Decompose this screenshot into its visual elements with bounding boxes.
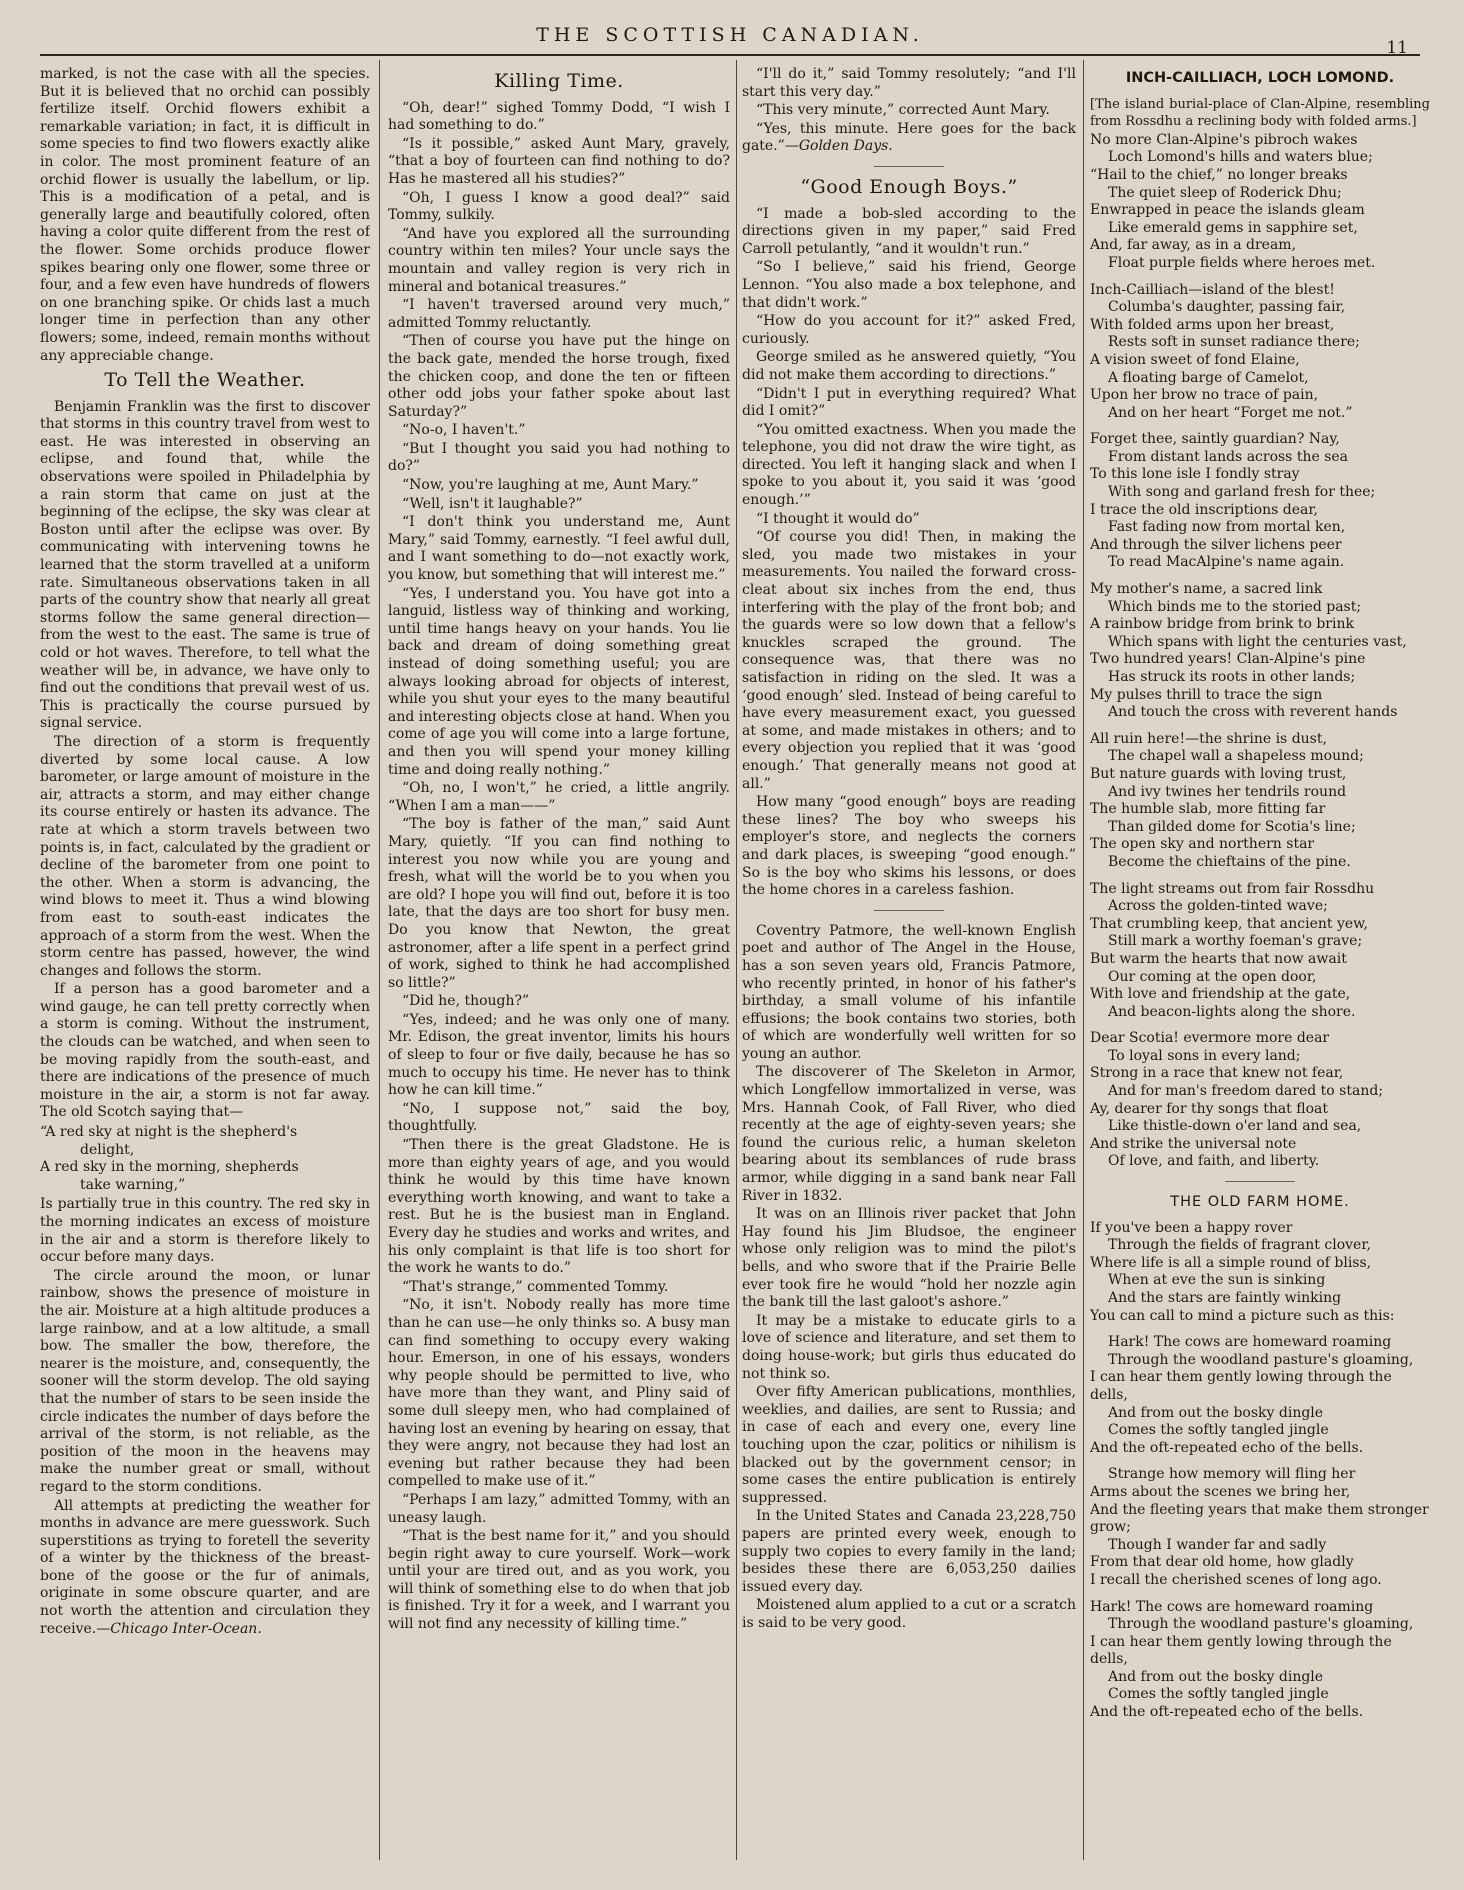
article-title-weather: To Tell the Weather.: [104, 369, 306, 392]
poem-line: With song and garland fresh for thee;: [1108, 484, 1376, 501]
poem-line: Like emerald gems in sapphire set,: [1108, 219, 1358, 236]
story-last-text: “Yes, this minute. Here goes for the back gate.”—: [742, 120, 1076, 155]
story-paragraph: “Of course you did! Then, in making the sled, you made two mistakes in your measurements. You nailed the forward cross-cleat about six inches from the end, thus interfering with the play of the front bob; and the guards were so low down that a fellow's knuckles scraped the ground. The consequence was, that there was no satisfaction in riding on the sled. It was a ‘good enough’ sled. Instead of being careful to have every measurement exact, you guessed at some, and made mistakes in others; and to every objection you replied that it was ‘good enough.’ That generally means not good at all.”: [742, 529, 1076, 792]
poem-line: I recall the cherished scenes of long ago.: [1090, 1571, 1382, 1588]
poem-old-farm-home: [1090, 1220, 1430, 1722]
article-title-good-enough-boys: “Good Enough Boys.”: [800, 175, 1018, 198]
saying-line: A red sky in the morning, shepherds: [40, 1159, 299, 1176]
section-divider: [874, 166, 944, 167]
poem-line: Forget thee, saintly guardian? Nay,: [1090, 431, 1340, 448]
column-1: [40, 66, 370, 1856]
poem-line: I can hear them gently lowing through the dells,: [1090, 1633, 1392, 1668]
weather-paragraph: Is partially true in this country. The red sky in the morning indicates an excess of moisture in the air and a storm is therefore likely to occur before many days.: [40, 1196, 370, 1266]
story-paragraph: “I don't think you understand me, Aunt Mary,” said Tommy, earnestly. “I feel awful dull, and I want something to do—not exactly work, you know, but something that will interest me.”: [388, 514, 730, 584]
poem-line: You can call to mind a picture such as this:: [1090, 1307, 1395, 1324]
saying-line: delight,: [80, 1141, 135, 1158]
poem-line: Our coming at the open door,: [1108, 968, 1317, 985]
page-number: 11: [1386, 38, 1408, 58]
story-paragraph: “I made a bob-sled according to the directions given in my paper,” said Fred Carroll petulantly, “and it wouldn't run.”: [742, 205, 1076, 257]
story-paragraph: How many “good enough” boys are reading these lines? The boy who sweeps his employer's store, and neglects the corners and dark places, is sweeping “good enough.” So is the boy who skims his lessons, or does the home chores in a careless fashion.: [742, 794, 1076, 899]
poem-line: But warm the hearts that now await: [1090, 950, 1347, 967]
story-paragraph: “Then there is the great Gladstone. He is more than eighty years of age, and you would think he would by this time have known everything worth knowing, and want to take a rest. But he is the busiest man in England. Every day he studies and works and writes, and his only complaint is that life is too short for the work he wants to do.”: [388, 1137, 730, 1277]
poem-line: Dear Scotia! evermore more dear: [1090, 1030, 1330, 1047]
poem-line: Than gilded dome for Scotia's line;: [1108, 818, 1356, 835]
page-header: [40, 22, 1420, 56]
story-paragraph: [742, 121, 1076, 156]
poem-note: [The island burial-place of Clan-Alpine, resembling from Rossdhu a reclining body with folded arms.]: [1090, 96, 1430, 130]
poem-line: Two hundred years! Clan-Alpine's pine: [1090, 651, 1366, 668]
section-divider: [1225, 1181, 1295, 1182]
masthead: THE SCOTTISH CANADIAN.: [536, 24, 924, 46]
story-paragraph: “How do you account for it?” asked Fred, curiously.: [742, 313, 1076, 347]
poem-line: And from out the bosky dingle: [1108, 1404, 1324, 1421]
poem-line: If you've been a happy rover: [1090, 1219, 1293, 1236]
orchid-paragraph: marked, is not the case with all the species. But it is believed that no orchid can possibly fertilize itself. Orchid flowers exhibit a remarkable variation; in fact, it is difficult in some species to find two flowers exactly alike in color. The most prominent feature of an orchid flower is usually the labellum, or lip. This is a modification of a petal, and is generally large and beautifully colored, often having a color quite different from the rest of the flower. Some orchids produce flower spikes bearing only one flower, some three or four, and a few even have hundreds of flowers on one branching spike. Or chids last a much longer time in perfection than any other flowers; some, indeed, remain months without any appreciable change.: [40, 66, 370, 364]
news-notes: [742, 923, 1076, 1633]
poem-line: Across the golden-tinted wave;: [1108, 898, 1328, 915]
poem-line: Of love, and faith, and liberty.: [1108, 1153, 1320, 1170]
column-3: [742, 66, 1076, 1856]
news-note: It may be a mistake to educate girls to a love of science and literature, and set them to doing house-work; but girls thus educated do not think so.: [742, 1312, 1076, 1382]
good-enough-boys-body: [742, 206, 1076, 900]
poem-stanza: [1090, 282, 1430, 423]
source-citation: Golden Days.: [798, 138, 893, 155]
story-paragraph: “Is it possible,” asked Aunt Mary, gravely, “that a boy of fourteen can find nothing to do? Has he mastered all his studies?”: [388, 135, 730, 187]
story-paragraph: “I thought it would do”: [756, 510, 920, 527]
news-note: Moistened alum applied to a cut or a scratch is said to be very good.: [742, 1597, 1076, 1631]
poem-stanza: [1090, 431, 1430, 572]
poem-line: And strike the universal note: [1090, 1135, 1297, 1152]
poem-line: Though I wander far and sadly: [1108, 1536, 1327, 1553]
poem-line: That crumbling keep, that ancient yew,: [1090, 915, 1368, 932]
news-note: Over fifty American publications, monthlies, weeklies, and dailies, are sent to Russia; and in case of each and every one, every line touching upon the czar, politics or nihilism is blacked out by the government censor; in some cases the entire publication is entirely suppressed.: [742, 1384, 1076, 1506]
poem-line: To this lone isle I fondly stray: [1090, 466, 1300, 483]
poem-line: The humble slab, more fitting far: [1090, 801, 1326, 818]
poem-line: I trace the old inscriptions dear,: [1090, 501, 1318, 518]
scotch-saying: [40, 1124, 370, 1194]
story-paragraph: “I'll do it,” said Tommy resolutely; “and I'll start this very day.”: [742, 66, 1076, 100]
poem-inch-cailliach: [1090, 132, 1430, 1171]
story-paragraph: “Perhaps I am lazy,” admitted Tommy, with an uneasy laugh.: [388, 1491, 730, 1526]
article-title-killing-time: Killing Time.: [494, 70, 624, 92]
saying-line: “A red sky at night is the shepherd's: [40, 1124, 298, 1141]
poem-line: And the oft-repeated echo of the bells.: [1090, 1439, 1364, 1456]
poem-line: Rests soft in sunset radiance there;: [1108, 334, 1360, 351]
poem-line: Like thistle-down o'er land and sea,: [1108, 1118, 1362, 1135]
story-paragraph: “And have you explored all the surrounding country within ten miles? Your uncle says the mountain and valley region is very rich in mineral and botanical treasures.”: [388, 225, 730, 295]
poem-line: Through the woodland pasture's gloaming,: [1108, 1616, 1414, 1633]
poem-line: Has struck its roots in other lands;: [1108, 669, 1356, 685]
poem-line: The chapel wall a shapeless mound;: [1108, 748, 1364, 765]
story-paragraph: George smiled as he answered quietly, “You did not make them according to directions.”: [742, 349, 1076, 383]
poem-line: Hark! The cows are homeward roaming: [1090, 1598, 1374, 1615]
poem-line: A rainbow bridge from brink to brink: [1090, 616, 1354, 633]
story-paragraph: “No, I suppose not,” said the boy, thoughtfully.: [388, 1100, 730, 1135]
poem-line: Upon her brow no trace of pain,: [1090, 387, 1319, 404]
poem-stanza: [1090, 1466, 1430, 1589]
poem-line: And the fleeting years that make them stronger grow;: [1090, 1501, 1429, 1536]
story-paragraph: “That's strange,” commented Tommy.: [402, 1278, 669, 1295]
story-paragraph: “You omitted exactness. When you made the telephone, you did not draw the wire tight, as directed. You left it hanging slack and when I spoke to you about it, you said it was ‘good enough.’”: [742, 421, 1076, 509]
poem-line: Which binds me to the storied past;: [1108, 598, 1362, 615]
column-rule: [1083, 60, 1084, 1860]
poem-line: Still mark a worthy foeman's grave;: [1108, 933, 1363, 950]
poem-line: And on her heart “Forget me not.”: [1108, 404, 1353, 421]
poem-line: The light streams out from fair Rossdhu: [1090, 880, 1375, 897]
poem-stanza: [1090, 132, 1430, 273]
column-rule: [379, 60, 380, 1860]
section-divider: [874, 910, 944, 911]
poem-stanza: [1090, 731, 1430, 872]
poem-title-inch-cailliach: INCH-CAILLIACH, LOCH LOMOND.: [1125, 70, 1395, 86]
news-note: In the United States and Canada 23,228,750 papers are printed every week, enough to supply two copies to every family in the land; besides these there are 6,053,250 dailies issued every day.: [742, 1508, 1076, 1595]
poem-line: The quiet sleep of Roderick Dhu;: [1108, 184, 1342, 201]
poem-line: Comes the softly tangled jingle: [1108, 1422, 1329, 1439]
poem-line: To read MacAlpine's name again.: [1108, 554, 1345, 571]
poem-line: With love and friendship at the gate,: [1090, 986, 1351, 1003]
poem-line: And the stars are faintly winking: [1108, 1290, 1342, 1306]
poem-line: And beacon-lights along the shore.: [1108, 1003, 1356, 1020]
poem-line: Ay, dearer for thy songs that float: [1090, 1100, 1328, 1117]
poem-stanza: [1090, 881, 1430, 1022]
poem-title-old-farm-home: THE OLD FARM HOME.: [1170, 1194, 1350, 1211]
column-rule: [736, 60, 737, 1860]
poem-line: Become the chieftains of the pine.: [1108, 853, 1351, 870]
poem-line: When at eve the sun is sinking: [1108, 1272, 1326, 1289]
poem-line: From distant lands across the sea: [1108, 448, 1349, 465]
poem-line: Fast fading now from mortal ken,: [1108, 519, 1346, 536]
poem-line: And touch the cross with reverent hands: [1108, 704, 1398, 721]
poem-line: And ivy twines her tendrils round: [1108, 783, 1347, 800]
story-paragraph: “No, it isn't. Nobody really has more time than he can use—he only thinks so. A busy man can find something to occupy every waking hour. Emerson, in one of his essays, wonders why people should be permitted to live, who have more than they want, and Pliny said of some dull sleepy men, who had complained of having lost an evening by hearing on essay, that they were angry, not because they had lost an evening but rather because they had been compelled to make use of it.”: [388, 1297, 730, 1490]
poem-line: All ruin here!—the shrine is dust,: [1090, 730, 1327, 747]
source-citation: Chicago Inter-Ocean.: [110, 1620, 262, 1637]
column-2: [388, 66, 730, 1856]
poem-line: Arms about the scenes we bring her,: [1090, 1483, 1351, 1500]
story-paragraph: “So I believe,” said his friend, George Lennon. “You also made a box telephone, and that didn't work.”: [742, 259, 1076, 311]
story-paragraph: “Oh, dear!” sighed Tommy Dodd, “I wish I had something to do.”: [388, 99, 730, 134]
weather-paragraph: If a person has a good barometer and a wind gauge, he can tell pretty correctly when a storm is coming. Without the instrument, the clouds can be watched, and when seen to be moving rapidly from the south-east, and there are indications of the presence of much moisture in the air, a storm is not far away. The old Scotch saying that—: [40, 981, 370, 1121]
story-paragraph: “Now, you're laughing at me, Aunt Mary.”: [402, 477, 699, 494]
saying-line: take warning,”: [80, 1176, 186, 1193]
poem-line: Columba's daughter, passing fair,: [1108, 299, 1346, 316]
poem-line: My pulses thrill to trace the sign: [1090, 686, 1323, 703]
poem-line: And the oft-repeated echo of the bells.: [1090, 1704, 1364, 1721]
poem-line: From that dear old home, how gladly: [1090, 1554, 1354, 1571]
poem-line: My mother's name, a sacred link: [1090, 581, 1323, 598]
poem-line: And through the silver lichens peer: [1090, 536, 1342, 553]
story-paragraph: “Oh, no, I won't,” he cried, a little angrily. “When I am a man——”: [388, 780, 730, 814]
story-paragraph: “Well, isn't it laughable?”: [402, 495, 583, 512]
story-paragraph: “The boy is father of the man,” said Aunt Mary, quietly. “If you can find nothing to interest you now while you are young and fresh, what will the world be to you when you are old? I hope you will find out, before it is too late, that the days are too short for busy men. Do you know that Newton, the great astronomer, after a life spent in a perfect grind of work, sighed to think he had accomplished so little?”: [388, 816, 730, 991]
poem-line: The open sky and northern star: [1090, 836, 1315, 853]
poem-line: Through the fields of fragrant clover,: [1108, 1237, 1371, 1254]
weather-paragraph: [40, 1498, 370, 1639]
weather-paragraph: The circle around the moon, or lunar rainbow, shows the presence of moisture in the air. Moisture at a high altitude produces a large rainbow, and at a low altitude, a small bow. The smaller the bow, therefore, the nearer is the moisture, and, consequently, the sooner will the storm develop. The old saying that the number of stars to be seen inside the circle indicates the number of days before the arrival of the storm, is not reliable, as the position of the moon in the heavens may make the number great or small, without regard to the storm conditions.: [40, 1267, 370, 1495]
poem-line: “Hail to the chief,” no longer breaks: [1090, 166, 1348, 183]
poem-stanza: [1090, 1030, 1430, 1171]
poem-line: And, far away, as in a dream,: [1090, 237, 1297, 254]
news-note: Coventry Patmore, the well-known English poet and author of The Angel in the House, has a son seven years old, Francis Patmore, who recently printed, in honor of his father's birthday, a small volume of his infantile effusions; the book contains two stories, both of which are wonderfully well written for so young an author.: [742, 922, 1076, 1062]
news-note: It was on an Illinois river packet that John Hay found his Jim Bludsoe, the engineer whose only religion was to mind the pilot's bells, and who swore that if the Prairie Belle ever took fire he would “hold her nozzle agin the bank till the last galoot's ashore.”: [742, 1206, 1076, 1311]
poem-line: Where life is all a simple round of bliss,: [1090, 1254, 1372, 1271]
poem-line: A floating barge of Camelot,: [1108, 369, 1309, 386]
poem-stanza: [1090, 1334, 1430, 1457]
story-paragraph: “Oh, I guess I know a good deal?” said Tommy, sulkily.: [388, 189, 730, 224]
poem-line: Loch Lomond's hills and waters blue;: [1108, 149, 1373, 166]
story-paragraph: “Yes, I understand you. You have got into a languid, listless way of thinking and working, until time hangs heavy on your hands. You lie back and dream of doing something great instead of doing something useful; you are always looking abroad for objects of interest, while you shut your eyes to the many beautiful and interesting objects close at hand. When you come of age you will come into a large fortune, and then you will spend your money killing time and doing really nothing.”: [388, 585, 730, 778]
poem-stanza: [1090, 1220, 1430, 1326]
killing-time-body: [388, 100, 730, 1634]
story-paragraph: “Yes, indeed; and he was only one of many. Mr. Edison, the great inventor, limits his hours of sleep to four or five daily, because he has so much to occupy his time. He never has to think how he can kill time.”: [388, 1011, 730, 1099]
poem-line: Inch-Cailliach—island of the blest!: [1090, 281, 1335, 298]
column-4: [1090, 66, 1430, 1856]
news-note: The discoverer of The Skeleton in Armor, which Longfellow immortalized in verse, was Mrs. Hannah Cook, of Fall River, who died recently at the age of eighty-seven years; she found the curious relic, a human skeleton bearing about its semblances of rude brass armor, while digging in a sand bank near Fall River in 1832.: [742, 1064, 1076, 1204]
story-paragraph: “This very minute,” corrected Aunt Mary.: [756, 102, 1050, 119]
poem-line: But nature guards with loving trust,: [1090, 765, 1347, 782]
poem-line: Enwrapped in peace the islands gleam: [1090, 202, 1365, 219]
story-paragraph: “That is the best name for it,” and you should begin right away to cure yourself. Work—work until your are tired out, and as you work, you will think of something else to do when that job is finished. Try it for a week, and I warrant you will not find any necessity of killing time.”: [388, 1528, 730, 1633]
poem-line: Hark! The cows are homeward roaming: [1108, 1334, 1392, 1351]
poem-line: And for man's freedom dared to stand;: [1108, 1083, 1384, 1100]
poem-line: Strange how memory will fling her: [1108, 1466, 1356, 1483]
poem-line: No more Clan-Alpine's pibroch wakes: [1090, 131, 1358, 148]
poem-line: Strong in a race that knew not fear,: [1090, 1065, 1344, 1082]
story-paragraph: “But I thought you said you had nothing to do?”: [388, 440, 730, 475]
poem-line: And from out the bosky dingle: [1108, 1668, 1324, 1685]
poem-line: I can hear them gently lowing through the dells,: [1090, 1369, 1392, 1403]
story-paragraph: “I haven't traversed around very much,” admitted Tommy reluctantly.: [388, 297, 730, 331]
poem-line: Comes the softly tangled jingle: [1108, 1686, 1329, 1703]
weather-paragraph: The direction of a storm is frequently diverted by some local cause. A low barometer, or large amount of moisture in the air, attracts a storm, and may either change its course entirely or hasten its advance. The rate at which a storm travels between two points is, in fact, calculated by the gradient or decline of the barometer from one point to the other. When a storm is advancing, the wind blows to meet it. Thus a wind blowing from east to south-east indicates the approach of a storm from the west. When the storm centre has passed, however, the wind changes and follows the storm.: [40, 733, 370, 979]
poem-stanza: [1090, 1599, 1430, 1722]
poem-line: Which spans with light the centuries vast,: [1108, 633, 1407, 650]
poem-line: To loyal sons in every land;: [1108, 1047, 1301, 1064]
weather-last-text: All attempts at predicting the weather for months in advance are mere guesswork. Such superstitions as trying to foretell the severity of a winter by the thickness of the breast-bone of the goose or the fur of animals, originate in some obscure quarter, and are not worth the attention and circulation they receive.—: [40, 1497, 370, 1637]
story-paragraph: “No-o, I haven't.”: [402, 422, 526, 439]
story-paragraph: “Then of course you have put the hinge on the back gate, mended the horse trough, fixed the chicken coop, and done the ten or fifteen other odd jobs your father spoke about last Saturday?”: [388, 333, 730, 420]
poem-stanza: [1090, 581, 1430, 722]
story-paragraph: “Did he, though?”: [402, 993, 530, 1010]
story-paragraph: “Didn't I put in everything required? What did I omit?”: [742, 385, 1076, 420]
poem-line: A vision sweet of fond Elaine,: [1090, 351, 1300, 368]
weather-paragraph: Benjamin Franklin was the first to discover that storms in this country travel from west to east. He was interested in observing an eclipse, and found that, while the observations were spoiled in Philadelphia by a rain storm that came on just at the beginning of the eclipse, the sky was clear at Boston until after the eclipse was over. By communicating with intervening towns he learned that the storm travelled at a uniform rate. Simultaneous observations taken in all parts of the country show that nearly all great storms follow the same general direction—from the west to the east. The same is true of cold or hot waves. Therefore, to tell what the weather will be, in advance, we have only to find out the conditions that prevail west of us. This is practically the course pursued by signal service.: [40, 398, 370, 732]
poem-line: With folded arms upon her breast,: [1090, 316, 1335, 333]
poem-line: Through the woodland pasture's gloaming,: [1108, 1351, 1414, 1368]
poem-line: Float purple fields where heroes met.: [1108, 254, 1376, 271]
